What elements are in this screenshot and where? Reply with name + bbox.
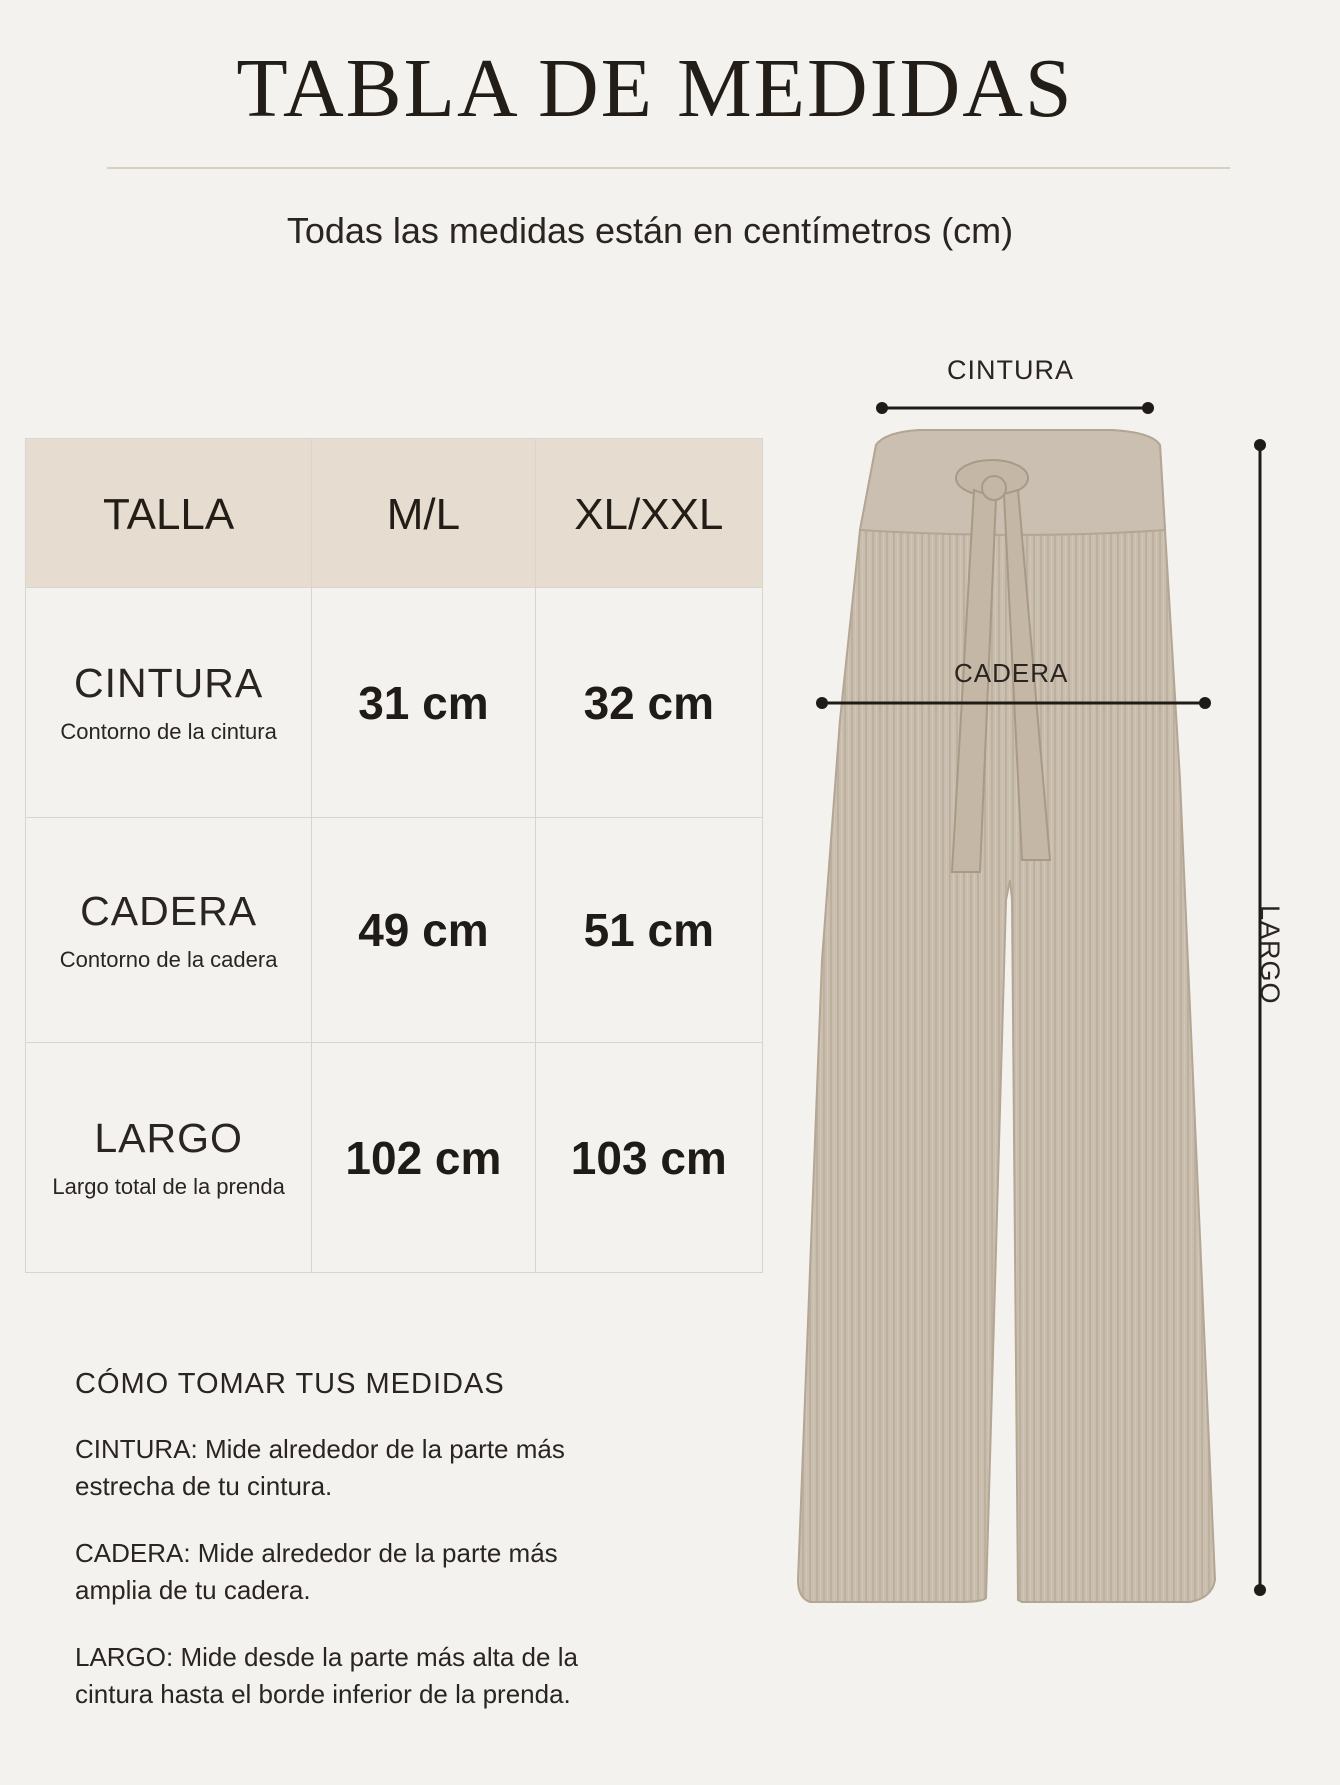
hip-ml-value: 49 cm: [358, 904, 489, 956]
length-label: LARGO: [1255, 905, 1285, 1005]
how-to-length: LARGO: Mide desde la parte más alta de la cintura hasta el borde inferior de la prenda.: [75, 1642, 578, 1709]
title-divider: [107, 167, 1230, 169]
waist-label: CINTURA: [947, 355, 1074, 385]
pants-diagram: [760, 340, 1340, 1640]
value-cell: [536, 588, 762, 817]
value-cell: [536, 818, 762, 1042]
hip-line-endpoint: [1199, 697, 1211, 709]
measurement-description: Largo total de la prenda: [52, 1174, 285, 1199]
value-cell: [312, 1043, 535, 1272]
value-cell: [536, 1043, 762, 1272]
how-to-hip: CADERA: Mide alrededor de la parte más amplia de tu cadera.: [75, 1538, 558, 1605]
header-ml: M/L: [312, 439, 535, 587]
how-to-measure: [75, 1368, 635, 1743]
measurement-description: Contorno de la cintura: [60, 719, 277, 744]
hip-xlxxl-value: 51 cm: [583, 904, 715, 956]
header-size: TALLA: [26, 439, 312, 587]
waist-line-endpoint: [1142, 402, 1154, 414]
measurement-name: LARGO: [94, 1115, 243, 1161]
waist-xlxxl-value: 32 cm: [583, 676, 715, 729]
table-row-waist: [26, 588, 762, 818]
page-subtitle: Todas las medidas están en centímetros (cm): [286, 210, 1014, 251]
length-xlxxl-value: 103 cm: [570, 1131, 727, 1184]
size-table: [25, 438, 763, 1273]
table-row-hip: [26, 818, 762, 1043]
how-to-heading: CÓMO TOMAR TUS MEDIDAS: [75, 1368, 505, 1400]
header-xlxxl: XL/XXL: [574, 490, 724, 539]
waist-line-endpoint: [876, 402, 888, 414]
waist-ml-value: 31 cm: [358, 676, 489, 729]
pants-body: [798, 430, 1215, 1602]
how-to-waist: CINTURA: Mide alrededor de la parte más estrecha de tu cintura.: [75, 1434, 565, 1501]
table-row-length: [26, 1043, 762, 1272]
page-title: TABLA DE MEDIDAS: [236, 42, 1074, 135]
pants-illustration: [760, 340, 1340, 1640]
length-ml-value: 102 cm: [345, 1131, 502, 1184]
row-label-cell: [26, 1043, 312, 1272]
measurement-name: CINTURA: [74, 660, 264, 706]
measurement-name: CADERA: [80, 887, 258, 934]
value-cell: [312, 588, 535, 817]
table-header-row: [26, 439, 762, 588]
length-line-endpoint: [1254, 439, 1266, 451]
hip-line-endpoint: [816, 697, 828, 709]
row-label-cell: [26, 818, 312, 1042]
measurement-description: Contorno de la cadera: [59, 946, 278, 972]
length-line-endpoint: [1254, 1584, 1266, 1596]
row-label-cell: [26, 588, 312, 817]
value-cell: [312, 818, 535, 1042]
hip-label: CADERA: [954, 658, 1069, 688]
